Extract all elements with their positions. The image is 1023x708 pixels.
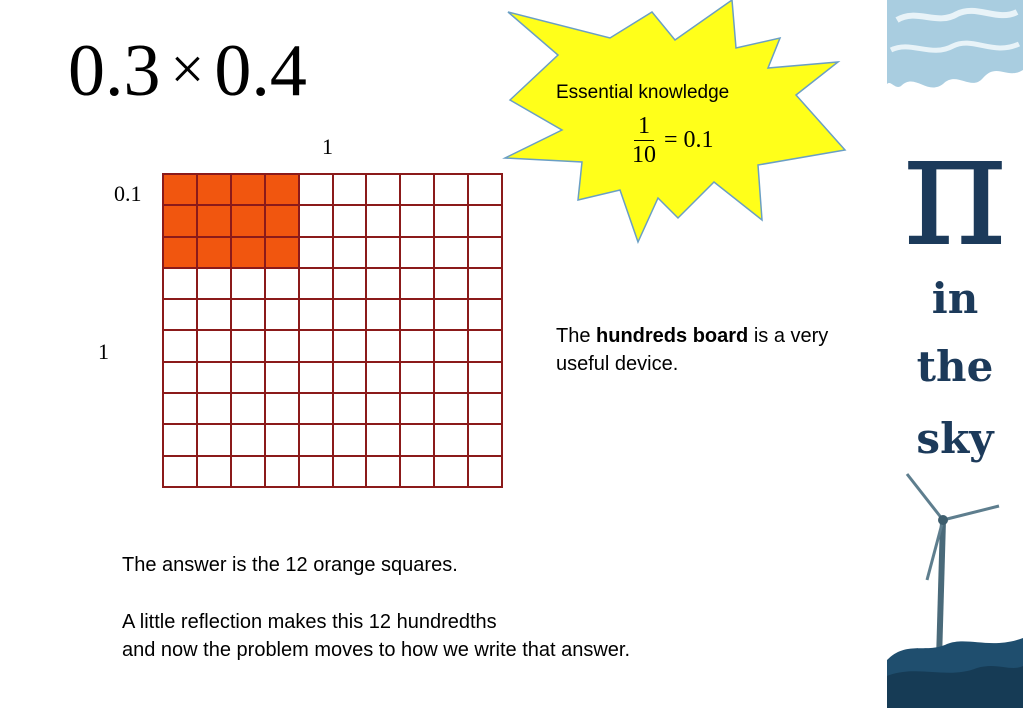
grid-square — [163, 456, 197, 487]
reflection-text-line1: A little reflection makes this 12 hundredths — [122, 611, 497, 633]
grid-square — [468, 237, 502, 268]
grid-square — [366, 393, 400, 424]
grid-square — [197, 424, 231, 455]
grid-square — [163, 299, 197, 330]
grid-square — [163, 393, 197, 424]
note-emphasis: hundreds board — [596, 325, 749, 347]
grid-square — [468, 174, 502, 205]
grid-square — [197, 299, 231, 330]
orange-square — [163, 205, 197, 236]
grid-square — [299, 424, 333, 455]
hundreds-board-note — [556, 322, 846, 378]
grid-square — [299, 330, 333, 361]
grid-square — [468, 424, 502, 455]
grid-square — [265, 393, 299, 424]
grid-square — [333, 299, 367, 330]
orange-square — [231, 237, 265, 268]
grid-square — [299, 456, 333, 487]
grid-square — [434, 299, 468, 330]
grid-square — [366, 237, 400, 268]
grid-square — [231, 299, 265, 330]
sidebar-word-in: in — [931, 274, 979, 323]
grid-square — [434, 424, 468, 455]
grid-square — [333, 330, 367, 361]
grid-square — [265, 330, 299, 361]
grid-square — [400, 299, 434, 330]
orange-square — [231, 205, 265, 236]
sidebar-word-sky: sky — [916, 414, 994, 463]
reflection-text-line2: and now the problem moves to how we write that answer. — [122, 639, 631, 661]
grid-square — [231, 330, 265, 361]
fraction-result: = 0.1 — [664, 127, 714, 153]
orange-square — [163, 237, 197, 268]
grid-square — [468, 456, 502, 487]
grid-square — [299, 268, 333, 299]
grid-square — [163, 424, 197, 455]
grid-square — [434, 393, 468, 424]
grid-square — [468, 362, 502, 393]
grid-square — [400, 362, 434, 393]
grid-row-label: 0.1 — [114, 181, 142, 206]
note-prefix: The — [556, 325, 597, 347]
callout-heading: Essential knowledge — [556, 82, 730, 103]
orange-square — [231, 174, 265, 205]
grid-square — [231, 393, 265, 424]
title-right-operand: 0.4 — [214, 30, 307, 112]
grid-square — [197, 362, 231, 393]
orange-square — [197, 205, 231, 236]
grid-square — [400, 424, 434, 455]
grid-top-label: 1 — [322, 134, 333, 159]
grid-square — [400, 205, 434, 236]
grid-square — [400, 330, 434, 361]
grid-square — [197, 330, 231, 361]
orange-square — [265, 174, 299, 205]
grid-square — [400, 393, 434, 424]
grid-square — [265, 299, 299, 330]
orange-square — [265, 237, 299, 268]
grid-square — [299, 299, 333, 330]
grid-square — [299, 205, 333, 236]
grid-square — [163, 268, 197, 299]
grid-square — [299, 393, 333, 424]
grid-square — [468, 393, 502, 424]
grid-square — [400, 237, 434, 268]
grid-square — [333, 268, 367, 299]
grid-square — [333, 424, 367, 455]
grid-square — [163, 330, 197, 361]
grid-square — [299, 174, 333, 205]
fraction — [632, 114, 656, 167]
grid-square — [468, 330, 502, 361]
fraction-numerator: 1 — [634, 114, 654, 141]
grid-square — [231, 268, 265, 299]
grid-square — [400, 174, 434, 205]
grid-square — [434, 456, 468, 487]
grid-square — [231, 456, 265, 487]
grid-square — [231, 362, 265, 393]
grid-square — [366, 362, 400, 393]
note-suffix: is a very useful device. — [556, 325, 829, 375]
grid-square — [468, 268, 502, 299]
grid-square — [197, 393, 231, 424]
grid-square — [434, 237, 468, 268]
grid-square — [265, 362, 299, 393]
pi-symbol: π — [902, 95, 1008, 282]
grid-square — [333, 456, 367, 487]
sidebar-word-the: the — [916, 342, 994, 391]
title-left-operand: 0.3 — [68, 30, 161, 112]
grid-square — [468, 299, 502, 330]
grid-square — [400, 268, 434, 299]
grid-square — [366, 299, 400, 330]
grid-square — [400, 456, 434, 487]
grid-square — [333, 205, 367, 236]
grid-square — [333, 174, 367, 205]
orange-square — [163, 174, 197, 205]
grid-square — [366, 330, 400, 361]
grid-square — [366, 174, 400, 205]
grid-side-label: 1 — [98, 339, 109, 364]
fraction-equation — [632, 114, 714, 167]
equation-title — [68, 30, 307, 112]
orange-square — [197, 174, 231, 205]
grid-square — [434, 174, 468, 205]
grid-square — [333, 393, 367, 424]
hundreds-board — [162, 173, 503, 488]
grid-square — [366, 424, 400, 455]
grid-square — [265, 268, 299, 299]
grid-square — [366, 268, 400, 299]
grid-square — [299, 362, 333, 393]
grid-square — [265, 424, 299, 455]
fraction-denominator: 10 — [632, 142, 656, 168]
grid-square — [434, 268, 468, 299]
grid-square — [366, 205, 400, 236]
grid-square — [333, 237, 367, 268]
orange-square — [265, 205, 299, 236]
grid-square — [197, 456, 231, 487]
grid-square — [434, 362, 468, 393]
grid-square — [163, 362, 197, 393]
grid-square — [434, 205, 468, 236]
grid-square — [299, 237, 333, 268]
grid-square — [468, 205, 502, 236]
grid-square — [231, 424, 265, 455]
answer-text: The answer is the 12 orange squares. — [122, 554, 458, 576]
grid-square — [265, 456, 299, 487]
grid-square — [333, 362, 367, 393]
pi-in-the-sky-logo — [887, 0, 1023, 708]
grid-square — [434, 330, 468, 361]
grid-square — [197, 268, 231, 299]
times-symbol: × — [170, 36, 205, 102]
grid-square — [366, 456, 400, 487]
orange-square — [197, 237, 231, 268]
